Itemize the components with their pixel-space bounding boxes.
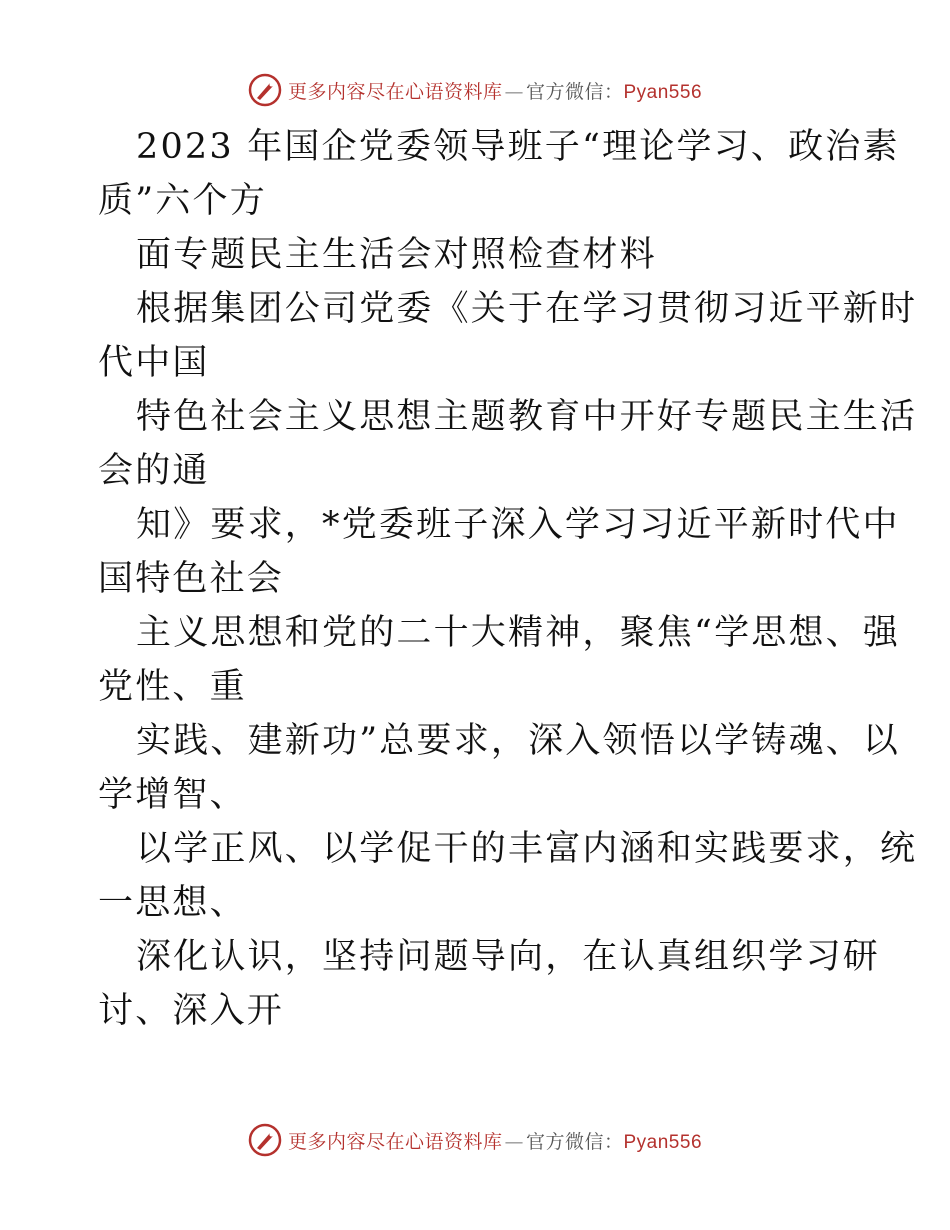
text-line: 知》要求，*党委班子深入学习习近平新时代中 bbox=[136, 505, 900, 545]
text-line: 会的通 bbox=[98, 451, 210, 491]
text-line: 国特色社会 bbox=[98, 559, 285, 599]
text-line: 面专题民主生活会对照检查材料 bbox=[136, 235, 657, 275]
text-line: 党性、重 bbox=[98, 667, 247, 707]
watermark-text bbox=[288, 77, 702, 104]
document-body bbox=[98, 120, 918, 1038]
text-line: 根据集团公司党委《关于在学习贯彻习近平新时 bbox=[136, 289, 918, 329]
watermark-side: 官方微信： bbox=[525, 1130, 624, 1153]
watermark-main: 更多内容尽在心语资料库 bbox=[287, 1130, 503, 1153]
watermark-side: 官方微信： bbox=[525, 80, 624, 103]
watermark-id: Pyan556 bbox=[623, 81, 703, 103]
text-line: 质”六个方 bbox=[98, 181, 267, 221]
text-line: 以学正风、以学促干的丰富内涵和实践要求，统 bbox=[136, 829, 918, 869]
pen-logo-icon bbox=[248, 73, 282, 107]
text-line: 主义思想和党的二十大精神，聚焦“学思想、强 bbox=[136, 613, 901, 653]
text-line: 讨、深入开 bbox=[98, 991, 285, 1031]
watermark-main: 更多内容尽在心语资料库 bbox=[287, 80, 503, 103]
watermark-footer bbox=[0, 1120, 950, 1160]
text-line: 实践、建新功”总要求，深入领悟以学铸魂、以 bbox=[136, 721, 901, 761]
watermark-dash: — bbox=[504, 80, 524, 103]
text-line: 学增智、 bbox=[98, 775, 247, 815]
watermark-dash: — bbox=[504, 1130, 524, 1153]
pen-logo-icon bbox=[248, 1123, 282, 1157]
watermark-id: Pyan556 bbox=[623, 1131, 703, 1153]
text-line: 一思想、 bbox=[98, 883, 247, 923]
text-line: 特色社会主义思想主题教育中开好专题民主生活 bbox=[136, 397, 918, 437]
text-line: 2023 年国企党委领导班子“理论学习、政治素 bbox=[136, 127, 900, 167]
watermark-text bbox=[288, 1127, 702, 1154]
watermark-header bbox=[0, 70, 950, 110]
text-line: 深化认识，坚持问题导向，在认真组织学习研 bbox=[136, 937, 881, 977]
text-line: 代中国 bbox=[98, 343, 210, 383]
